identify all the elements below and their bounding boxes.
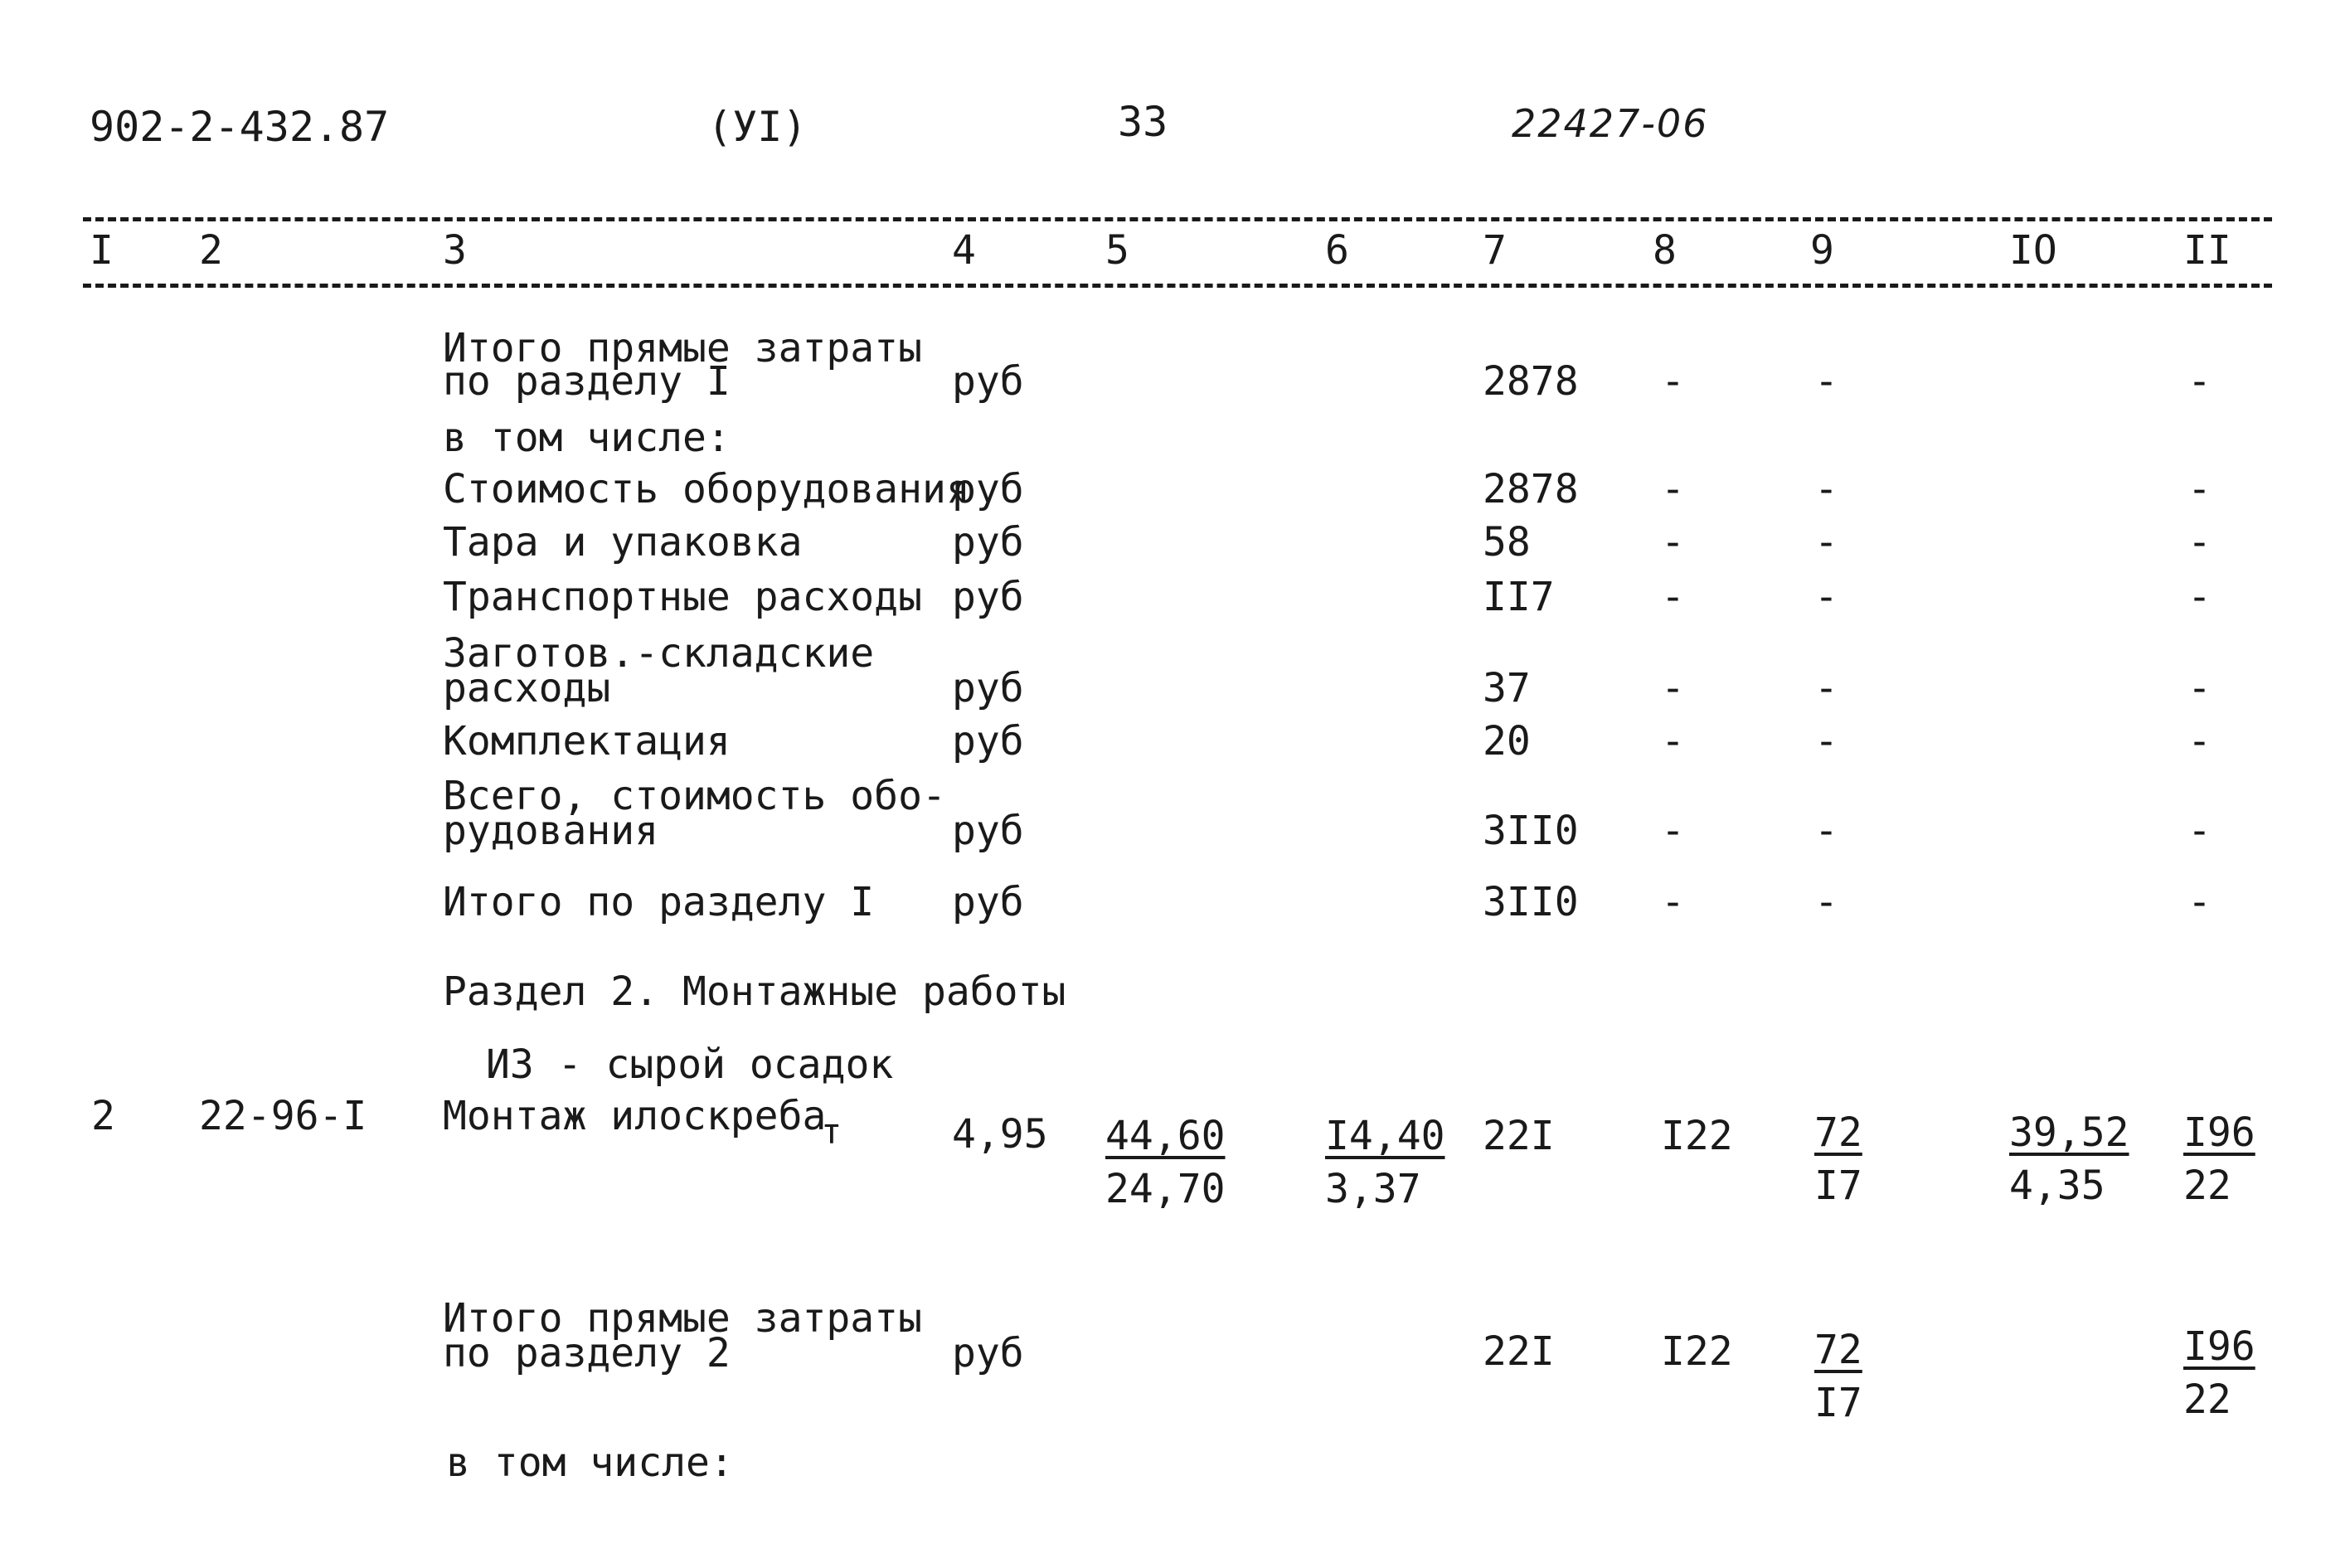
- item-col9-top: 72: [1814, 1109, 1862, 1156]
- row-name: Итого по разделу I: [443, 879, 875, 925]
- row-col9: -: [1814, 718, 1838, 765]
- row-col7: 22I: [1483, 1328, 1555, 1375]
- item-col8: I22: [1661, 1113, 1733, 1159]
- row-col11-top: I96: [2183, 1323, 2255, 1370]
- item-quantity: 4,95: [952, 1111, 1048, 1158]
- row-name: Стоимость оборудования: [443, 466, 970, 512]
- item-code: 22-96-I: [199, 1093, 367, 1139]
- volume-number: (УI): [707, 103, 808, 151]
- row-col9-bottom: I7: [1814, 1380, 1862, 1426]
- inventory-number: 22427-06: [1512, 101, 1709, 146]
- row-name-line2: по разделу 2: [443, 1330, 731, 1376]
- column-header: 9: [1810, 227, 1834, 274]
- row-col7: 2878: [1483, 466, 1579, 512]
- section-title: Раздел 2. Монтажные работы: [443, 968, 1066, 1015]
- section-footer-note: в том числе:: [446, 1439, 734, 1486]
- row-col7: 58: [1483, 519, 1531, 566]
- row-col11: -: [2187, 808, 2212, 854]
- item-unit: т: [821, 1111, 842, 1152]
- row-col9: -: [1814, 466, 1838, 512]
- row-col8: -: [1661, 466, 1685, 512]
- column-header: 5: [1105, 227, 1129, 274]
- row-col7: 2878: [1483, 358, 1579, 405]
- row-unit: руб: [952, 665, 1024, 711]
- column-header: 4: [952, 227, 976, 274]
- row-name-line1: Всего, стоимость обо-: [443, 773, 946, 819]
- row-col11: -: [2187, 574, 2212, 620]
- row-col11: -: [2187, 718, 2212, 765]
- row-col11: -: [2187, 358, 2212, 405]
- row-name: Тара и упаковка: [443, 519, 803, 566]
- item-col5-top: 44,60: [1105, 1113, 1226, 1159]
- row-col11: -: [2187, 879, 2212, 925]
- column-header: 8: [1653, 227, 1677, 274]
- row-unit: руб: [952, 879, 1024, 925]
- row-col9: -: [1814, 519, 1838, 566]
- document-number: 902-2-432.87: [90, 103, 390, 151]
- row-col9: -: [1814, 879, 1838, 925]
- row-col8: -: [1661, 879, 1685, 925]
- row-name-line2: рудования: [443, 808, 659, 854]
- row-unit: руб: [952, 1330, 1024, 1376]
- column-header: I: [90, 227, 114, 274]
- row-name: Комплектация: [443, 718, 731, 765]
- column-header: 7: [1483, 227, 1507, 274]
- row-col11: -: [2187, 466, 2212, 512]
- row-name-line2: расходы: [443, 665, 611, 711]
- column-header: 2: [199, 227, 223, 274]
- column-header: IO: [2009, 227, 2057, 274]
- row-col9: -: [1814, 574, 1838, 620]
- row-col7: 20: [1483, 718, 1531, 765]
- item-col11-bottom: 22: [2183, 1163, 2231, 1209]
- item-col10-bottom: 4,35: [2009, 1163, 2105, 1209]
- row-col7: 3II0: [1483, 879, 1579, 925]
- row-name-line1: Заготов.-складские: [443, 630, 875, 677]
- row-col11: -: [2187, 665, 2212, 711]
- row-col11: -: [2187, 519, 2212, 566]
- item-col5-bottom: 24,70: [1105, 1166, 1226, 1212]
- column-header: II: [2183, 227, 2231, 274]
- row-unit: руб: [952, 466, 1024, 512]
- row-col9-top: 72: [1814, 1327, 1862, 1373]
- row-unit: руб: [952, 808, 1024, 854]
- item-col10-top: 39,52: [2009, 1109, 2129, 1156]
- row-col8: -: [1661, 519, 1685, 566]
- row-col8: I22: [1661, 1328, 1733, 1375]
- row-col8: -: [1661, 808, 1685, 854]
- row-name: Транспортные расходы: [443, 574, 922, 620]
- row-unit: руб: [952, 358, 1024, 405]
- item-col9-bottom: I7: [1814, 1163, 1862, 1209]
- row-col9: -: [1814, 665, 1838, 711]
- row-name: в том числе:: [443, 415, 731, 461]
- table-top-rule: [83, 217, 2272, 221]
- row-col9: -: [1814, 358, 1838, 405]
- row-col11-bottom: 22: [2183, 1376, 2231, 1423]
- item-number: 2: [91, 1093, 115, 1139]
- item-name: Монтаж илоскреба: [443, 1093, 827, 1139]
- column-header: 6: [1325, 227, 1349, 274]
- item-col6-top: I4,40: [1325, 1113, 1445, 1159]
- row-unit: руб: [952, 718, 1024, 765]
- row-col8: -: [1661, 574, 1685, 620]
- row-unit: руб: [952, 574, 1024, 620]
- item-col11-top: I96: [2183, 1109, 2255, 1156]
- row-col7: 3II0: [1483, 808, 1579, 854]
- column-header: 3: [443, 227, 467, 274]
- row-col8: -: [1661, 665, 1685, 711]
- row-col9: -: [1814, 808, 1838, 854]
- row-name-line1: Итого прямые затраты: [443, 1295, 922, 1342]
- row-col7: II7: [1483, 574, 1555, 620]
- item-col7: 22I: [1483, 1113, 1555, 1159]
- row-name-line2: по разделу I: [443, 358, 731, 405]
- row-col8: -: [1661, 718, 1685, 765]
- section-subtitle: ИЗ - сырой осадок: [486, 1041, 894, 1088]
- page-number: 33: [1118, 98, 1168, 146]
- row-col7: 37: [1483, 665, 1531, 711]
- row-name-line1: Итого прямые затраты: [443, 325, 922, 371]
- item-col6-bottom: 3,37: [1325, 1166, 1421, 1212]
- row-unit: руб: [952, 519, 1024, 566]
- row-col8: -: [1661, 358, 1685, 405]
- table-header-rule: [83, 284, 2272, 288]
